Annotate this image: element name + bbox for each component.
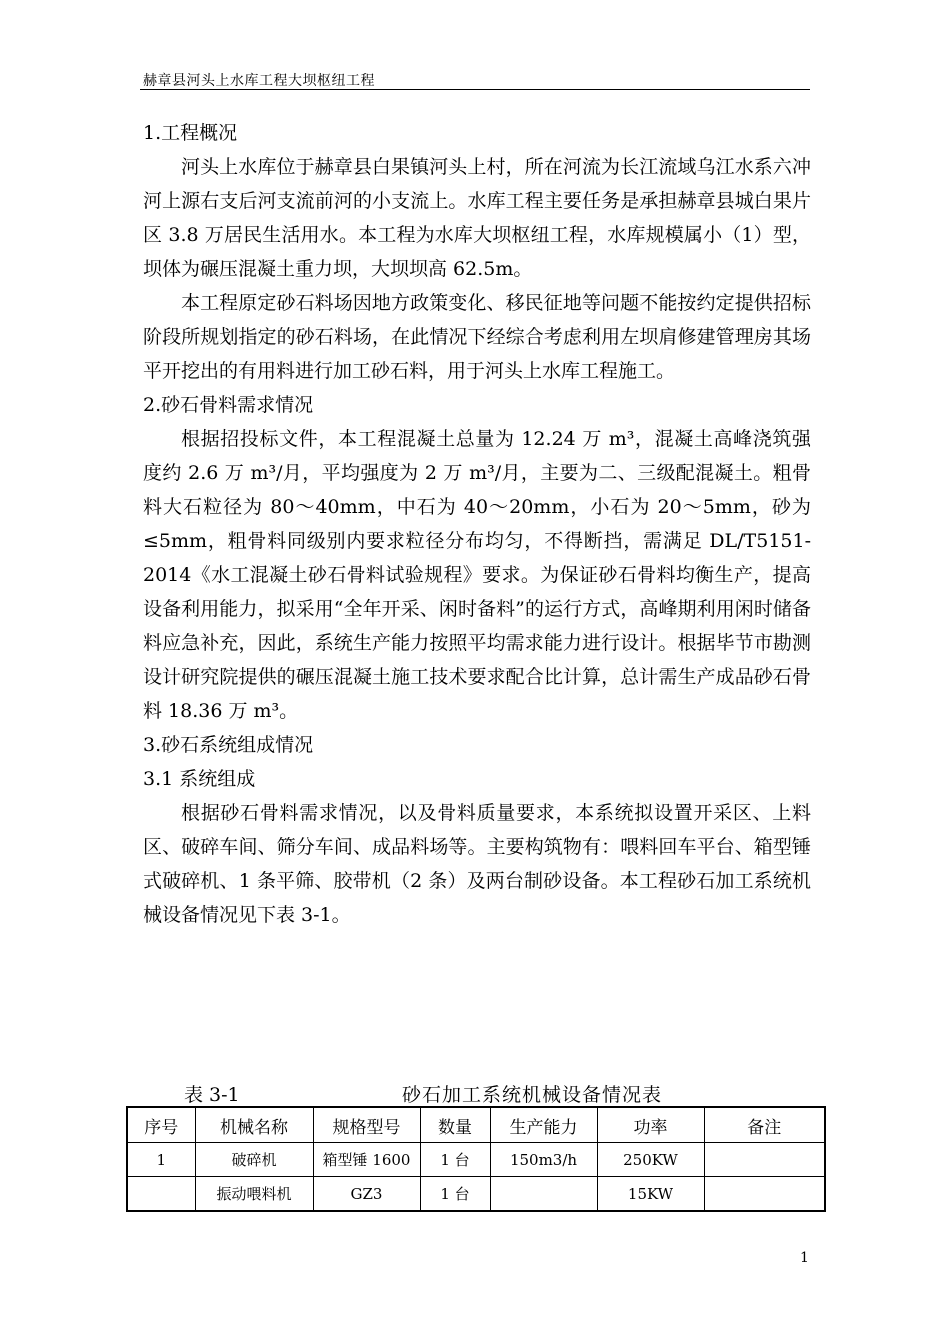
document-body — [143, 116, 811, 932]
paragraph-aggregate-demand: 根据招投标文件，本工程混凝土总量为 12.24 万 m³，混凝土高峰浇筑强度约 2.6 万 m³/月，平均强度为 2 万 m³/月，主要为二、三级配混凝土。粗骨料大石粒径为 80～40mm，中石为 40～20mm，小石为 20～5mm，砂为≤5mm，粗骨料同级别内要求粒径分布均匀，不得断挡，需满足 DL/T5151-2014《水工混凝土砂石骨料试验规程》要求。为保证砂石骨料均衡生产，提高设备利用能力，拟采用“全年开采、闲时备料”的运行方式，高峰期利用闲时储备料应急补充，因此，系统生产能力按照平均需求能力进行设计。根据毕节市勘测设计研究院提供的碾压混凝土施工技术要求配合比计算，总计需生产成品砂石骨料 18.36 万 m³。 — [143, 428, 811, 722]
table-row — [127, 1177, 825, 1212]
table-title: 砂石加工系统机械设备情况表 — [402, 1084, 663, 1106]
table-number: 表 3-1 — [184, 1084, 240, 1106]
column-header: 备注 — [704, 1107, 825, 1143]
table-cell: 150m3/h — [490, 1143, 597, 1177]
column-header: 序号 — [127, 1107, 195, 1143]
section-heading-3: 3.砂石系统组成情况 — [143, 734, 314, 756]
column-header: 数量 — [420, 1107, 490, 1143]
table-cell: 1 台 — [420, 1177, 490, 1212]
column-header: 机械名称 — [195, 1107, 313, 1143]
table-cell: 15KW — [597, 1177, 704, 1212]
table-cell — [704, 1177, 825, 1212]
table-caption — [0, 1080, 950, 1106]
paragraph-project-overview: 河头上水库位于赫章县白果镇河头上村，所在河流为长江流域乌江水系六冲河上源右支后河支流前河的小支流上。水库工程主要任务是承担赫章县城白果片区 3.8 万居民生活用水。本工程为水库大坝枢纽工程，水库规模属小（1）型，坝体为碾压混凝土重力坝，大坝坝高 62.5m。 — [143, 156, 811, 280]
running-header: 赫章县河头上水库工程大坝枢纽工程 — [143, 73, 375, 89]
section-heading-2: 2.砂石骨料需求情况 — [143, 394, 314, 416]
table-cell — [704, 1143, 825, 1177]
table-cell — [127, 1177, 195, 1212]
table-cell: GZ3 — [313, 1177, 420, 1212]
table-cell: 振动喂料机 — [195, 1177, 313, 1212]
table-cell: 1 — [127, 1143, 195, 1177]
table-cell — [490, 1177, 597, 1212]
table-cell: 破碎机 — [195, 1143, 313, 1177]
section-heading-1: 1.工程概况 — [143, 122, 238, 144]
page-number: 1 — [800, 1250, 809, 1266]
equipment-table — [126, 1106, 826, 1212]
header-divider — [140, 89, 810, 90]
table-header-row — [127, 1107, 825, 1143]
table-cell: 箱型锤 1600 — [313, 1143, 420, 1177]
column-header: 功率 — [597, 1107, 704, 1143]
paragraph-quarry-change: 本工程原定砂石料场因地方政策变化、移民征地等问题不能按约定提供招标阶段所规划指定的砂石料场，在此情况下经综合考虑利用左坝肩修建管理房其场平开挖出的有用料进行加工砂石料，用于河头上水库工程施工。 — [143, 292, 811, 382]
table-row — [127, 1143, 825, 1177]
paragraph-system-composition: 根据砂石骨料需求情况，以及骨料质量要求，本系统拟设置开采区、上料区、破碎车间、筛分车间、成品料场等。主要构筑物有：喂料回车平台、箱型锤式破碎机、1 条平筛、胶带机（2 条）及两台制砂设备。本工程砂石加工系统机械设备情况见下表 3-1。 — [143, 802, 811, 926]
column-header: 规格型号 — [313, 1107, 420, 1143]
table-cell: 250KW — [597, 1143, 704, 1177]
section-heading-3-1: 3.1 系统组成 — [143, 768, 256, 790]
column-header: 生产能力 — [490, 1107, 597, 1143]
table-cell: 1 台 — [420, 1143, 490, 1177]
